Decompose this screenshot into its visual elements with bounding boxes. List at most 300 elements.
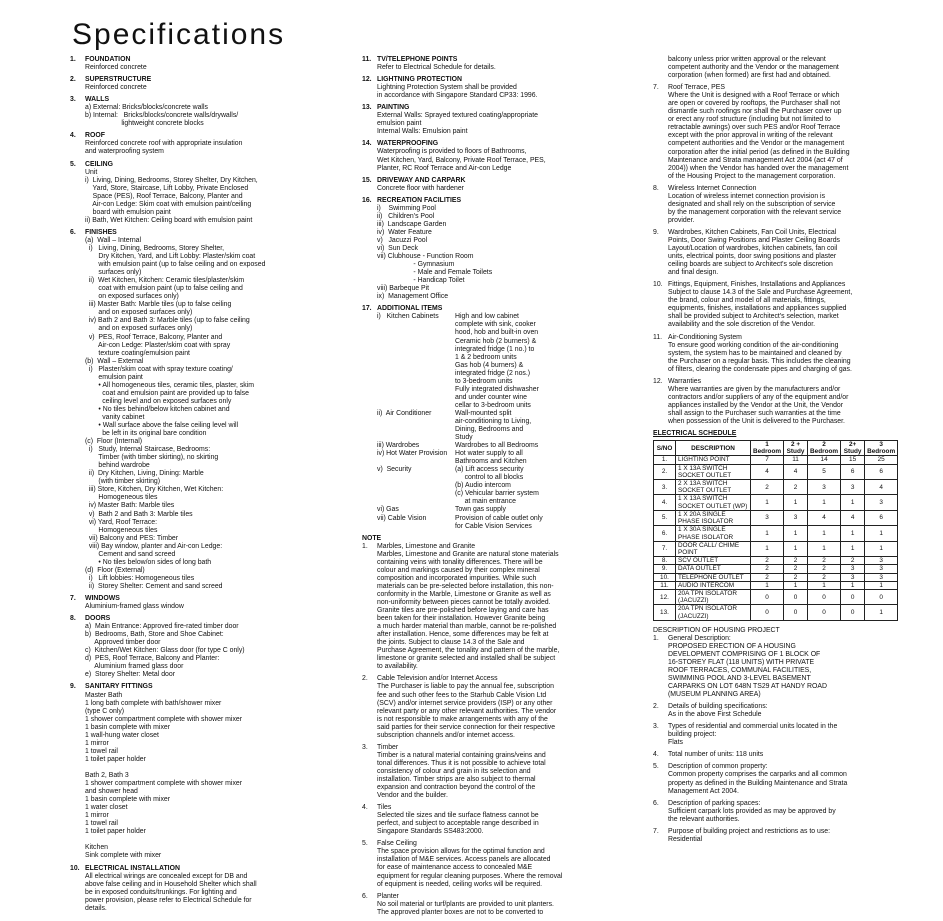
text-line: Bath 2, Bath 3 xyxy=(85,771,129,779)
section-body xyxy=(653,643,925,699)
section-body xyxy=(362,64,640,72)
item-value xyxy=(455,410,640,442)
text-line: of the Housing Project to the management corporation. xyxy=(668,172,836,180)
item-number: 12. xyxy=(653,377,663,385)
item-label: i) Kitchen Cabinets xyxy=(377,313,439,321)
text-line: iii) Landscape Garden xyxy=(377,220,447,228)
item-title: Air-Conditioning System xyxy=(668,333,742,341)
section-heading xyxy=(70,865,332,873)
text-line: subscription channels and/or internet access. xyxy=(377,731,515,739)
section-number: 5. xyxy=(70,160,76,168)
table-cell: 11 xyxy=(784,456,808,464)
table-cell: 2 xyxy=(784,573,808,581)
text-line: 1 toilet paper holder xyxy=(85,828,146,836)
notes xyxy=(362,535,640,917)
text-line: been taken for their installation. However Granite being xyxy=(377,615,546,623)
text-line: 1 towel rail xyxy=(85,747,118,755)
text-line: a much harder material than marble, cannot be re-polished xyxy=(377,623,557,631)
column-2 xyxy=(362,56,640,921)
item-title: Wireless Internet Connection xyxy=(668,184,757,192)
item-title: Total number of units: 118 units xyxy=(668,751,764,759)
text-line: texture coating/emulsion paint xyxy=(85,349,190,357)
table-cell: 3 xyxy=(808,480,841,495)
table-cell: 1 xyxy=(841,541,865,556)
item-heading xyxy=(653,635,925,643)
column-header: 2 Bedroom xyxy=(808,441,841,456)
text-line: is not responsible to make arrangements with any of the xyxy=(377,715,548,723)
text-line: the joints. Subject to clause 14.3 of the Sale and xyxy=(377,639,525,647)
text-line: the Purchaser on a regular basis. This includes the cleaning xyxy=(668,357,851,365)
spec-section xyxy=(70,56,332,72)
text-line: a) External: Bricks/blocks/concrete walls xyxy=(85,104,208,112)
table-cell: 1 xyxy=(865,605,898,620)
item-title: Roof Terrace, PES xyxy=(668,84,725,92)
text-line: installation. Timber strips are also subject to thermal xyxy=(377,775,536,783)
column-header: 1 Bedroom xyxy=(751,441,784,456)
table-cell: 2 xyxy=(751,565,784,573)
table-cell: 1 xyxy=(751,526,784,541)
section-number: 11. xyxy=(362,56,372,63)
text-line: Maintenance and Strata management Act 2004 (act 47 of xyxy=(668,156,843,164)
table-row xyxy=(654,526,898,541)
text-line: Common property comprises the carparks and all common xyxy=(668,771,847,779)
text-line: Management Act 2004. xyxy=(668,787,739,795)
text-line: c) Kitchen/Wet Kitchen: Glass door (for type C only) xyxy=(85,647,245,655)
spec-section xyxy=(70,132,332,156)
item-number: 8. xyxy=(653,184,659,192)
text-line: • No tiles behind/below kitchen cabinet and xyxy=(85,405,230,413)
item-label: vii) Cable Vision xyxy=(377,514,427,522)
section-body xyxy=(70,237,332,591)
section-title: FINISHES xyxy=(85,228,117,236)
text-line: 2004)) when the Vendor has handed over the management xyxy=(668,164,849,172)
text-line: expansion and contraction beyond the control of the xyxy=(377,784,536,792)
table-cell: 0 xyxy=(808,605,841,620)
table-cell: 7. xyxy=(654,541,676,556)
table-cell: 1 X 20A SINGLE PHASE ISOLATOR xyxy=(676,510,751,525)
note-heading: NOTE xyxy=(362,534,382,542)
section-body xyxy=(362,185,640,193)
table-cell: 1 xyxy=(865,581,898,589)
section-number: 17. xyxy=(362,305,372,313)
text-line: and on exposed surfaces only) xyxy=(85,309,193,317)
section-heading xyxy=(362,104,640,112)
table-cell: 1 xyxy=(784,495,808,510)
text-line: - Male and Female Toilets xyxy=(377,269,493,277)
item-number: 2. xyxy=(653,703,659,711)
text-line: To ensure good working condition of the air-conditioning xyxy=(668,341,839,349)
text-line: Reinforced concrete xyxy=(85,84,147,92)
text-line: v) Jacuzzi Pool xyxy=(377,236,428,244)
table-cell: 1 xyxy=(808,526,841,541)
description-title: DESCRIPTION OF HOUSING PROJECT xyxy=(653,626,780,634)
section-heading xyxy=(70,683,332,691)
item-title: Details of building specifications: xyxy=(668,703,768,711)
section-number: 12. xyxy=(362,76,372,84)
table-cell: TELEPHONE OUTLET xyxy=(676,573,751,581)
section-heading xyxy=(70,229,332,237)
table-cell: 2 X 13A SWITCH SOCKET OUTLET xyxy=(676,480,751,495)
text-line: containing veins with tonality differences. There will be xyxy=(377,558,543,566)
table-cell: 4 xyxy=(784,464,808,479)
table-cell: 4 xyxy=(808,510,841,525)
item-number: 7. xyxy=(653,827,659,835)
note-item xyxy=(362,840,640,888)
text-line: vanity cabinet xyxy=(85,413,145,421)
text-line: power provision, please refer to Electrical Schedule for xyxy=(85,896,252,904)
text-line: contractors and/or suppliers of any of the equipment and/or xyxy=(668,393,849,401)
text-line: viii) Bay window, planter and Air-con Ledge: xyxy=(85,542,223,550)
item-value xyxy=(455,313,640,410)
section-body xyxy=(362,112,640,136)
text-line: Aluminium framed glass door xyxy=(85,663,184,671)
text-line: 1 mirror xyxy=(85,739,109,747)
table-cell: LIGHTING POINT xyxy=(676,456,751,464)
description-item xyxy=(653,723,925,747)
table-cell: DATA OUTLET xyxy=(676,565,751,573)
electrical-schedule-table xyxy=(653,440,898,621)
column-header: 2 + Study xyxy=(784,441,808,456)
table-cell: 4 xyxy=(865,480,898,495)
text-line: DEVELOPMENT COMPRISING OF 1 BLOCK OF xyxy=(668,650,821,658)
text-line: building project: xyxy=(668,731,717,739)
text-line: External Walls: Sprayed textured coating/appropriate xyxy=(377,112,538,120)
page-title: Specifications xyxy=(72,18,286,51)
text-line: No soil material or turf/plants are provided to unit planters. xyxy=(377,900,554,908)
table-cell: 2. xyxy=(654,464,676,479)
table-cell: 1 xyxy=(841,581,865,589)
item-heading xyxy=(653,84,925,92)
section-title: FOUNDATION xyxy=(85,56,131,63)
note-item xyxy=(653,185,925,225)
text-line: All electrical wirings are concealed except for DB and xyxy=(85,872,248,880)
text-line: i) Lift lobbies: Homogeneous tiles xyxy=(85,574,195,582)
text-line: Unit xyxy=(85,168,98,176)
text-line: system, the system has to be maintained and cleaned by xyxy=(668,349,842,357)
text-line: b) Internal: Bricks/blocks/concrete walls/drywalls/ xyxy=(85,112,239,120)
table-cell: 6 xyxy=(841,464,865,479)
table-cell: 6 xyxy=(865,510,898,525)
section-number: 1. xyxy=(70,56,76,63)
text-line: Bathrooms and Kitchen xyxy=(455,458,527,466)
section-title: SUPERSTRUCTURE xyxy=(85,76,152,84)
table-row xyxy=(654,573,898,581)
text-line: The approved planter boxes are not to be converted to xyxy=(377,908,544,916)
section-title: DRIVEWAY AND CARPARK xyxy=(377,176,466,184)
table-cell: 2 xyxy=(751,480,784,495)
text-line: ROOF TERRACES, COMMUNAL FACILITIES, xyxy=(668,666,812,674)
section-number: 10. xyxy=(70,864,80,872)
item-title: Cable Television and/or Internet Access xyxy=(377,675,498,683)
table-cell: 0 xyxy=(751,589,784,604)
item-number: 6. xyxy=(653,799,659,807)
text-line: non-uniformity between pieces cannot be totally avoided. xyxy=(377,599,551,606)
table-cell: 3 xyxy=(784,510,808,525)
table-cell: 2 xyxy=(751,573,784,581)
description-item xyxy=(653,800,925,824)
text-line: • No tiles below/on sides of long bath xyxy=(85,558,212,566)
section-title: TV/TELEPHONE POINTS xyxy=(377,56,458,63)
item-heading xyxy=(653,229,925,237)
item-label: iv) Hot Water Provision xyxy=(377,450,448,458)
section-title: LIGHTNING PROTECTION xyxy=(377,76,462,84)
text-line: of filters, clearing the condensate pipes and charging of gas. xyxy=(668,365,852,373)
note-item xyxy=(362,744,640,800)
text-line: Sink complete with mixer xyxy=(85,852,162,860)
table-cell: 8. xyxy=(654,557,676,565)
description-item xyxy=(653,751,925,759)
table-row xyxy=(654,581,898,589)
section-body xyxy=(70,169,332,225)
table-cell: 2 xyxy=(751,557,784,565)
item-number: 3. xyxy=(362,743,368,751)
text-line: are open or covered by rooftops, the Purchaser shall not xyxy=(668,100,840,108)
text-line: Where the Unit is designed with a Roof Terrace or which xyxy=(668,92,840,100)
text-line: Space (PES), Roof Terrace, Balcony, Planter and xyxy=(85,192,243,200)
table-cell: 1. xyxy=(654,456,676,464)
section-title: WINDOWS xyxy=(85,595,120,602)
text-line: the relevant authorities. xyxy=(668,815,740,823)
section-body xyxy=(653,711,925,719)
table-row xyxy=(654,557,898,565)
item-title: Tiles xyxy=(377,804,392,812)
text-line: composition and incorporated impurities. While such xyxy=(377,574,537,582)
table-row xyxy=(654,456,898,464)
section-body xyxy=(70,873,332,913)
text-line: 1 basin complete with mixer xyxy=(85,796,171,804)
text-line: iv) Bath 2 and Bath 3: Marble tiles (up to false ceiling xyxy=(85,317,250,325)
table-cell: 3 xyxy=(841,480,865,495)
text-line: Flats xyxy=(668,739,683,747)
text-line: 1 basin complete with mixer xyxy=(85,723,171,731)
table-cell: 1 xyxy=(784,526,808,541)
table-cell: 3 xyxy=(865,495,898,510)
section-heading xyxy=(362,76,640,84)
text-line xyxy=(85,836,332,844)
text-line: Selected tile sizes and tile surface flatness cannot be xyxy=(377,812,539,820)
item-number: 3. xyxy=(653,723,659,731)
note-item xyxy=(362,804,640,836)
section-body xyxy=(362,205,640,302)
table-cell: 7 xyxy=(751,456,784,464)
text-line: board with emulsion paint xyxy=(85,208,171,216)
text-line: Vendor and the builder. xyxy=(377,792,448,800)
table-cell: 3 xyxy=(865,573,898,581)
text-line: High and low cabinet xyxy=(455,313,519,321)
continued-text xyxy=(653,56,925,80)
text-line: Layout/Location of wardrobes, kitchen cabinets, fan coil xyxy=(668,245,838,253)
table-cell: 6. xyxy=(654,526,676,541)
text-line: ii) Wet Kitchen, Kitchen: Ceramic tiles/plaster/skim xyxy=(85,277,245,285)
text-line: Timber (with timber skirting), no skirting xyxy=(85,454,219,462)
section-title: ROOF xyxy=(85,132,105,140)
text-line: vii) Clubhouse - Function Room xyxy=(377,253,474,261)
table-cell: 6 xyxy=(865,464,898,479)
text-line: (a) Lift access security xyxy=(455,466,524,474)
section-title: ADDITIONAL ITEMS xyxy=(377,305,443,313)
section-number: 16. xyxy=(362,196,372,204)
item-heading xyxy=(362,675,640,683)
text-line: a) Main Entrance: Approved fire-rated timber door xyxy=(85,623,239,631)
text-line: Dry Kitchen, Yard, and Lift Lobby: Plaster/skim coat xyxy=(85,253,256,261)
table-row xyxy=(654,605,898,620)
housing-description xyxy=(653,627,925,844)
text-line: i) Living, Dining, Bedrooms, Storey Shelter, Dry Kitchen, xyxy=(85,176,258,184)
text-line: dismantle such roofings nor shall the Purchaser cover up xyxy=(668,108,842,116)
text-line: balcony unless prior written approval or the relevant xyxy=(668,56,826,63)
text-line xyxy=(85,764,332,772)
section-body xyxy=(362,752,640,800)
table-cell: 1 xyxy=(808,581,841,589)
text-line: by the management corporation with the relevant service xyxy=(668,208,842,216)
table-cell: 2 xyxy=(841,557,865,565)
section-heading xyxy=(70,132,332,140)
description-item xyxy=(653,828,925,844)
table-cell: 12. xyxy=(654,589,676,604)
text-line: control to all blocks xyxy=(455,474,524,482)
text-line: integrated fridge (2 nos.) xyxy=(455,369,531,377)
text-line: iii) Store, Kitchen, Dry Kitchen, Wet Kitchen: xyxy=(85,486,224,494)
item-title: Planter xyxy=(377,892,399,900)
text-line: installation of M&E services. Access panels are allocated xyxy=(377,856,551,864)
text-line: emulsion paint xyxy=(85,373,143,381)
table-row xyxy=(654,589,898,604)
text-line: i) Living, Dining, Bedrooms, Storey Shelter, xyxy=(85,244,225,252)
table-cell: 1 xyxy=(808,495,841,510)
text-line: e) Storey Shelter: Metal door xyxy=(85,671,176,679)
text-line: Lightning Protection System shall be provided xyxy=(377,84,517,92)
text-line: As in the above First Schedule xyxy=(668,711,762,719)
text-line: availability and the sole discretion of the Vendor. xyxy=(668,321,816,329)
item-number: 5. xyxy=(362,840,368,848)
text-line: v) Bath 2 and Bath 3: Marble tiles xyxy=(85,510,193,518)
section-heading xyxy=(362,177,640,185)
table-cell: 2 xyxy=(784,565,808,573)
additional-row xyxy=(377,466,640,506)
table-cell: 1 X 30A SINGLE PHASE ISOLATOR xyxy=(676,526,751,541)
table-cell: 1 xyxy=(751,581,784,589)
section-number: 2. xyxy=(70,76,76,84)
text-line: Granite tiles are pre-polished before laying and care has xyxy=(377,607,549,615)
text-line: to availability. xyxy=(377,663,418,671)
table-cell: 1 xyxy=(841,526,865,541)
text-line: 1 towel rail xyxy=(85,820,118,828)
text-line: Points, Door Swing Positions and Plaster Ceiling Boards xyxy=(668,236,840,244)
section-number: 3. xyxy=(70,96,76,104)
column-header: S/NO xyxy=(654,441,676,456)
text-line: said parties for their service connection for their respective xyxy=(377,723,556,731)
text-line: iv) Master Bath: Marble tiles xyxy=(85,502,175,510)
text-line: Sufficient carpark lots provided as may be approved by xyxy=(668,807,836,815)
text-line: materials can be pre-selected before installation, this non- xyxy=(377,582,554,590)
text-line: corporation (when formed) are first had and obtained. xyxy=(668,72,831,80)
column-header: 2+ Study xyxy=(841,441,865,456)
text-line: - Handicap Toilet xyxy=(377,277,465,285)
text-line: and waterproofing system xyxy=(85,148,164,156)
table-cell: 3 xyxy=(865,557,898,565)
item-heading xyxy=(653,378,925,386)
text-line: (b) Wall – External xyxy=(85,357,144,365)
section-number: 8. xyxy=(70,615,76,623)
text-line: appliances installed by the Vendor at the Unit, the Vendor xyxy=(668,401,844,409)
text-line: (c) Vehicular barrier system xyxy=(455,490,539,498)
item-heading xyxy=(653,751,925,759)
text-line: ii) Storey Shelter: Cement and sand screed xyxy=(85,582,223,590)
table-cell: 10. xyxy=(654,573,676,581)
table-cell: 4 xyxy=(751,464,784,479)
table-row xyxy=(654,565,898,573)
section-body xyxy=(362,551,640,672)
table-cell: 0 xyxy=(841,605,865,620)
text-line: Study xyxy=(455,434,473,442)
text-line: PROPOSED ERECTION OF A HOUSING xyxy=(668,642,796,650)
section-number: 13. xyxy=(362,104,372,112)
text-line: vi) Yard, Roof Terrace: xyxy=(85,518,157,526)
item-number: 11. xyxy=(653,333,663,341)
text-line: Waterproofing is provided to floors of Bathrooms, xyxy=(377,148,527,156)
text-line: Town gas supply xyxy=(455,506,506,514)
item-title: Purpose of building project and restrictions as to use: xyxy=(668,827,831,835)
table-cell: 3. xyxy=(654,480,676,495)
section-title: WATERPROOFING xyxy=(377,140,439,148)
text-line: Fully integrated dishwasher xyxy=(455,385,539,393)
text-line: SWIMMING POOL AND 3-LEVEL BASEMENT xyxy=(668,675,811,683)
text-line: • Wall surface above the false ceiling level will xyxy=(85,422,239,430)
table-cell: 1 xyxy=(865,541,898,556)
text-line: Purchase Agreement, the tonality and pattern of the marble, xyxy=(377,647,560,655)
text-line: designated and shall rely on the subscription of service xyxy=(668,200,836,208)
table-cell: 3 xyxy=(751,510,784,525)
item-number: 4. xyxy=(362,804,368,812)
section-body xyxy=(653,342,925,374)
text-line: (with timber skirting) xyxy=(85,478,161,486)
section-body xyxy=(70,603,332,611)
item-number: 2. xyxy=(362,675,368,683)
text-line: be in exposed conduits/trunkings. For lighting and xyxy=(85,888,237,896)
section-body xyxy=(362,148,640,172)
section-title: WALLS xyxy=(85,96,110,104)
text-line: (type C only) xyxy=(85,707,125,715)
text-line: (b) Audio intercom xyxy=(455,482,511,490)
text-line: hood, hob and built-in oven xyxy=(455,329,539,337)
table-cell: 3 xyxy=(865,565,898,573)
section-heading xyxy=(70,96,332,104)
description-item xyxy=(653,635,925,699)
text-line: v) PES, Roof Terrace, Balcony, Planter and xyxy=(85,333,223,341)
table-cell: 1 xyxy=(865,526,898,541)
item-title: Warranties xyxy=(668,377,702,385)
section-number: 6. xyxy=(70,228,76,236)
note-item xyxy=(653,334,925,374)
additional-row xyxy=(377,506,640,514)
text-line: surfaces only) xyxy=(85,269,142,277)
note-item xyxy=(653,84,925,181)
text-line: emulsion paint xyxy=(377,120,422,128)
section-body xyxy=(653,836,925,844)
table-row xyxy=(654,480,898,495)
text-line: units, electrical points, door swing positions and plaster xyxy=(668,253,837,261)
section-body xyxy=(653,386,925,426)
additional-items xyxy=(362,305,640,530)
description-item xyxy=(653,763,925,795)
section-number: 7. xyxy=(70,595,76,602)
table-cell: 14 xyxy=(808,456,841,464)
section-number: 4. xyxy=(70,132,76,140)
note-item xyxy=(653,281,925,329)
table-cell: 1 xyxy=(784,581,808,589)
table-cell: 0 xyxy=(784,589,808,604)
text-line: for ease of maintenance access to concealed M&E xyxy=(377,864,533,872)
